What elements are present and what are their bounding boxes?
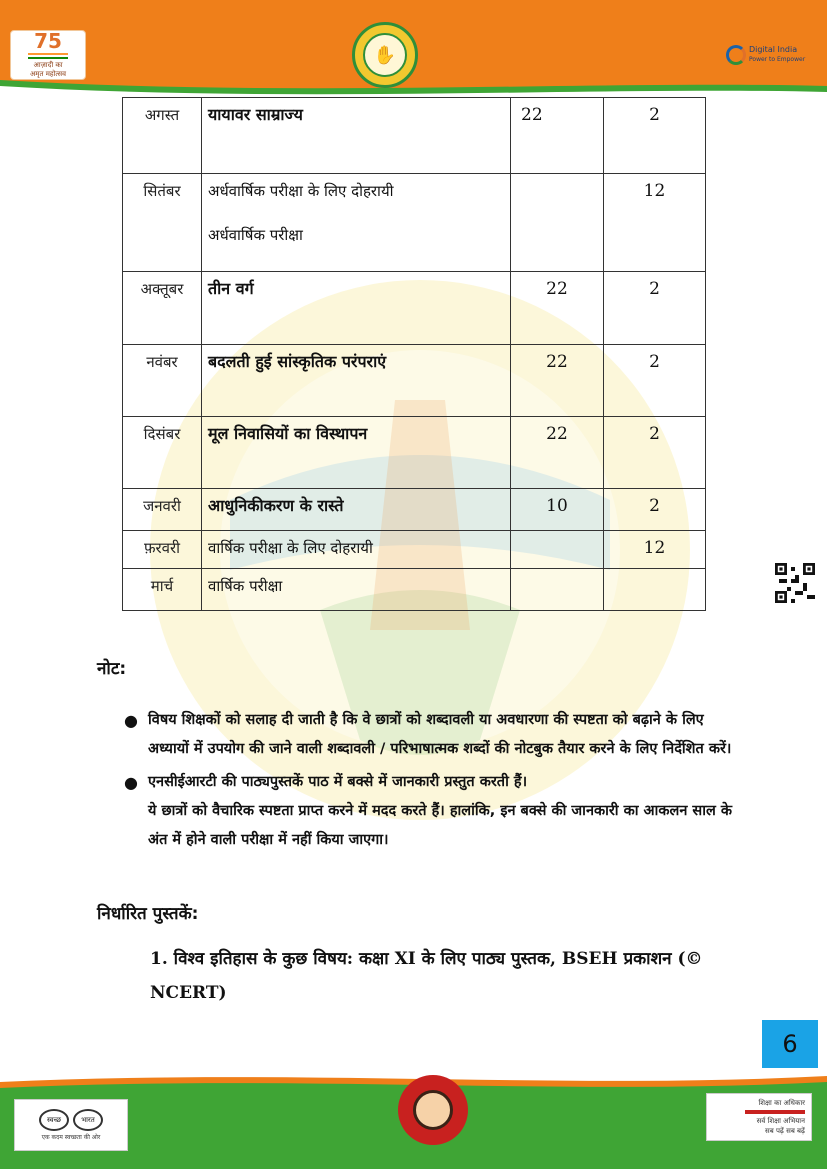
topic-cell [202, 174, 511, 272]
topic-cell [202, 417, 511, 489]
topic-text: बदलती हुई सांस्कृतिक परंपराएं [208, 352, 387, 371]
table-row [123, 345, 706, 417]
topic-text-secondary: अर्धवार्षिक परीक्षा [208, 226, 303, 244]
month-cell: अक्तूबर [123, 272, 202, 345]
tests-cell [604, 569, 706, 611]
swachh-right-text: भारत [73, 1109, 103, 1131]
topic-text: वार्षिक परीक्षा [208, 577, 283, 595]
digital-india-logo [726, 40, 806, 70]
month-cell: अगस्त [123, 98, 202, 174]
syllabus-table [122, 97, 706, 611]
topic-cell [202, 489, 511, 531]
table-row [123, 174, 706, 272]
note-list [122, 706, 732, 859]
topic-cell [202, 569, 511, 611]
list-item [122, 706, 732, 764]
qr-code-icon [775, 563, 815, 603]
month-cell: जनवरी [123, 489, 202, 531]
topic-cell [202, 98, 511, 174]
girl-face-icon [413, 1090, 453, 1130]
periods-cell [511, 531, 604, 569]
rte-line1: शिक्षा का अधिकार [758, 1099, 805, 1107]
table-row [123, 569, 706, 611]
note-text: ये छात्रों को वैचारिक स्पष्टता प्राप्त करने में मदद करते हैं। हालांकि, इन बक्से की जानकारी का आकलन साल के अंत में होने वाली परीक्षा में नहीं किया जाएगा। [148, 803, 733, 848]
digital-india-tagline: Power to Empower [749, 56, 806, 63]
topic-cell [202, 531, 511, 569]
month-cell: फ़रवरी [123, 531, 202, 569]
topic-text: आधुनिकीकरण के रास्ते [208, 496, 344, 515]
logo-text-line2: अमृत महोत्सव [29, 70, 67, 78]
rte-line2: सर्व शिक्षा अभियान [756, 1117, 805, 1125]
periods-cell [511, 174, 604, 272]
month-cell: मार्च [123, 569, 202, 611]
tests-cell: 2 [604, 345, 706, 417]
topic-text: वार्षिक परीक्षा के लिए दोहरायी [208, 539, 373, 557]
bullet-icon: ● [124, 711, 138, 730]
logo-text-line1: आज़ादी का [33, 61, 63, 69]
tests-cell: 12 [604, 531, 706, 569]
spectacles-icon [39, 1109, 103, 1131]
tests-cell: 2 [604, 489, 706, 531]
periods-cell: 22 [511, 417, 604, 489]
list-item [122, 768, 732, 855]
azadi-ka-amrit-mahotsav-logo [10, 30, 86, 80]
books-heading: निर्धारित पुस्तकें: [97, 904, 199, 924]
book-item: 1. विश्व इतिहास के कुछ विषय: कक्षा XI के लिए पाठ्य पुस्तक, BSEH प्रकाशन (© NCERT) [150, 949, 703, 1003]
flag-icon [28, 53, 68, 59]
page-header [0, 0, 827, 98]
rte-bar [745, 1110, 805, 1114]
rte-line3: सब पढ़ें सब बढ़ें [765, 1127, 805, 1135]
periods-cell [511, 569, 604, 611]
month-cell: सितंबर [123, 174, 202, 272]
tests-cell: 12 [604, 174, 706, 272]
periods-cell: 22 [511, 345, 604, 417]
note-text: विषय शिक्षकों को सलाह दी जाती है कि वे छात्रों को शब्दावली या अवधारणा की स्पष्टता को बढ़ाने के लिए अध्यायों में उपयोग की जाने वाली शब्दावली / परिभाषात्मक शब्दों की नोटबुक तैयार करने के लिए निर्देशित करें। [148, 712, 732, 757]
topic-text: मूल निवासियों का विस्थापन [208, 424, 368, 443]
bullet-icon: ● [124, 773, 138, 792]
topic-text: यायावर साम्राज्य [208, 105, 303, 124]
table-row [123, 98, 706, 174]
digital-india-ring-icon [726, 45, 746, 65]
periods-cell: 22 [511, 272, 604, 345]
swachh-bharat-logo [14, 1099, 128, 1151]
swachh-tagline: एक कदम स्वच्छता की ओर [41, 1134, 101, 1141]
month-cell: दिसंबर [123, 417, 202, 489]
topic-text: अर्धवार्षिक परीक्षा के लिए दोहरायी [208, 182, 394, 200]
topic-cell [202, 345, 511, 417]
topic-text: तीन वर्ग [208, 279, 254, 298]
digital-india-text: Digital India [749, 45, 798, 54]
month-cell: नवंबर [123, 345, 202, 417]
note-heading: नोट: [97, 659, 127, 679]
beti-bachao-beti-padhao-logo [398, 1075, 468, 1145]
tests-cell: 2 [604, 98, 706, 174]
logo-number: 75 [34, 29, 62, 53]
torch-icon: ✋ [363, 33, 407, 77]
tests-cell: 2 [604, 272, 706, 345]
swachh-left-text: स्वच्छ [39, 1109, 69, 1131]
topic-cell [202, 272, 511, 345]
page-number: 6 [762, 1020, 818, 1068]
right-to-education-logo [706, 1093, 812, 1141]
table-row [123, 272, 706, 345]
bseh-board-logo [352, 22, 418, 88]
table-row [123, 531, 706, 569]
table-row [123, 489, 706, 531]
note-text: एनसीईआरटी की पाठ्यपुस्तकें पाठ में बक्से में जानकारी प्रस्तुत करती हैं। [148, 774, 528, 790]
table-row [123, 417, 706, 489]
periods-cell: 22 [511, 98, 604, 174]
tests-cell: 2 [604, 417, 706, 489]
periods-cell: 10 [511, 489, 604, 531]
